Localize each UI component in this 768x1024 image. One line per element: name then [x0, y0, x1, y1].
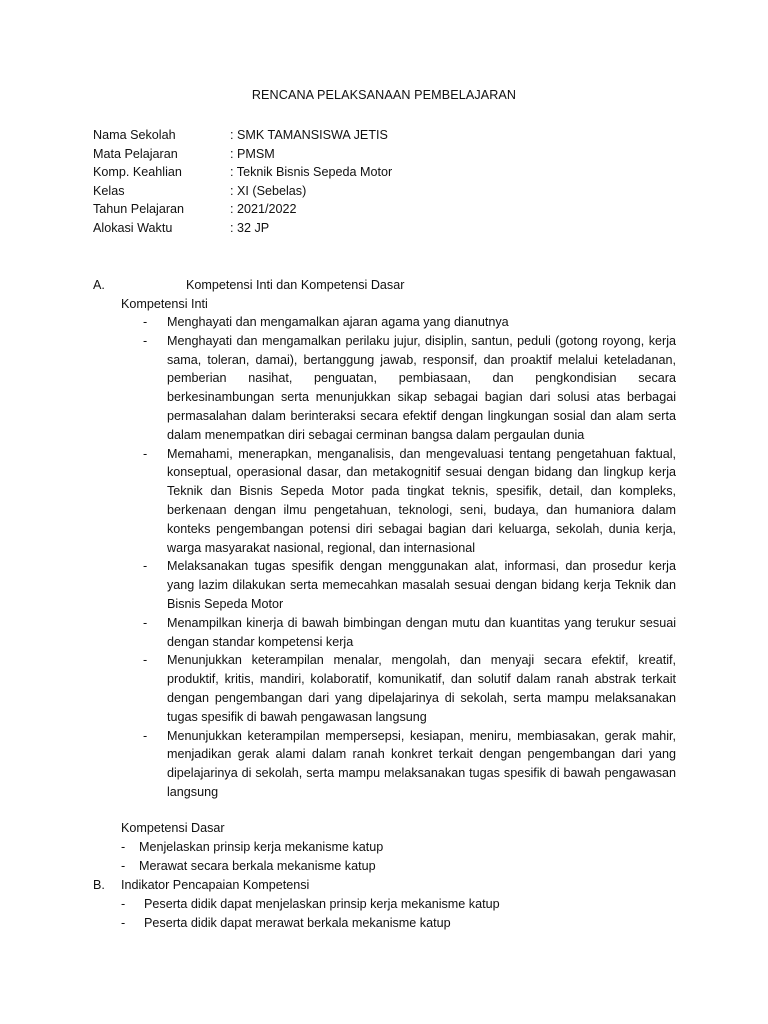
list-item [143, 557, 676, 613]
info-value: : PMSM [230, 146, 275, 161]
section-b-heading [93, 876, 309, 895]
info-row-year [93, 200, 392, 219]
list-item-text: Peserta didik dapat menjelaskan prinsip kerja mekanisme katup [144, 897, 500, 911]
info-label: Alokasi Waktu [93, 220, 173, 235]
list-item [121, 838, 383, 857]
dash-bullet: - [143, 446, 148, 461]
info-row-subject [93, 145, 392, 164]
info-label: Komp. Keahlian [93, 165, 182, 180]
section-letter: B. [93, 878, 105, 892]
dash-bullet: - [143, 333, 148, 348]
info-value: : XI (Sebelas) [230, 183, 307, 198]
info-label: Nama Sekolah [93, 128, 176, 142]
list-item [121, 895, 500, 914]
info-label: Mata Pelajaran [93, 146, 178, 161]
dash-bullet: - [143, 653, 148, 668]
info-row-school [93, 126, 392, 145]
ki-heading: Kompetensi Inti [121, 297, 208, 311]
list-item-text: Menunjukkan keterampilan menalar, mengolah, dan menyaji secara efektif, kreatif, produktif, kritis, mandiri, kolaboratif, komunikatif, dan solutif dalam ranah abstrak terkait dengan pengembangan dari yang dipelajarinya di sekolah, serta mampu melaksanakan tugas spesifik di bawah pengawasan langsung [167, 653, 676, 724]
ki-list [143, 313, 676, 802]
list-item-text: Menunjukkan keterampilan mempersepsi, kesiapan, meniru, membiasakan, gerak mahir, menjadikan gerak alami dalam ranah konkret terkait dengan pengembangan dari yang dipelajarinya di sekolah, serta mampu melaksanakan tugas spesifik di bawah pengawasan langsung [167, 728, 676, 799]
list-item [143, 614, 676, 652]
info-row-class [93, 182, 392, 201]
kd-heading: Kompetensi Dasar [121, 821, 225, 835]
section-title: Kompetensi Inti dan Kompetensi Dasar [186, 278, 405, 292]
dash-bullet: - [121, 858, 126, 873]
section-title: Indikator Pencapaian Kompetensi [121, 878, 310, 892]
list-item-text: Menjelaskan prinsip kerja mekanisme katup [139, 840, 384, 854]
dash-bullet: - [121, 840, 126, 854]
info-value: : Teknik Bisnis Sepeda Motor [230, 165, 393, 180]
section-letter: A. [93, 278, 105, 292]
info-value: : 2021/2022 [230, 202, 297, 217]
list-item-text: Menghayati dan mengamalkan perilaku jujur, disiplin, santun, peduli (gotong royong, kerja sama, toleran, damai), bertanggung jawab, responsif, dan proaktif melalui keteladanan, pemberian nasihat, penguatan, pembiasaan, dan pengkondisian secara berkesinambungan serta menunjukkan sikap sebagai bagian dari solusi atas berbagai permasalahan dalam berinteraksi secara efektif dengan lingkungan sosial dan alam serta dalam menempatkan diri sebagai cerminan bangsa dalam pergaulan dunia [167, 333, 676, 442]
identity-table [93, 126, 392, 238]
dash-bullet: - [143, 315, 148, 329]
list-item-text: Menghayati dan mengamalkan ajaran agama yang dianutnya [167, 315, 509, 329]
list-item [143, 727, 676, 802]
list-item [143, 651, 676, 726]
info-row-time [93, 219, 392, 238]
list-item [121, 857, 383, 876]
info-row-expertise [93, 163, 392, 182]
list-item [143, 445, 676, 558]
list-item [143, 332, 676, 445]
list-item-text: Peserta didik dapat merawat berkala mekanisme katup [144, 915, 451, 930]
info-value: : 32 JP [230, 220, 270, 235]
list-item [121, 914, 500, 933]
kd-list [121, 838, 383, 875]
section-a-heading [93, 276, 404, 295]
list-item-text: Memahami, menerapkan, menganalisis, dan mengevaluasi tentang pengetahuan faktual, konseptual, operasional dasar, dan metakognitif sesuai dengan bidang dan lingkup kerja Teknik dan Bisnis Sepeda Motor pada tingkat teknis, spesifik, detail, dan kompleks, berkenaan dengan ilmu pengetahuan, teknologi, seni, budaya, dan humaniora dalam konteks pengembangan potensi diri sebagai bagian dari keluarga, sekolah, dunia kerja, warga masyarakat nasional, regional, dan internasional [167, 446, 676, 555]
dash-bullet: - [143, 559, 148, 574]
dash-bullet: - [143, 728, 148, 743]
dash-bullet: - [121, 897, 126, 911]
list-item-text: Menampilkan kinerja di bawah bimbingan dengan mutu dan kuantitas yang terukur sesuai dengan standar kompetensi kerja [167, 615, 676, 649]
info-label: Kelas [93, 183, 125, 198]
list-item [143, 313, 676, 332]
dash-bullet: - [143, 615, 148, 630]
document-title: RENCANA PELAKSANAAN PEMBELAJARAN [251, 88, 517, 102]
list-item-text: Merawat secara berkala mekanisme katup [139, 858, 376, 873]
info-value: : SMK TAMANSISWA JETIS [230, 128, 388, 142]
indicator-list [121, 895, 500, 932]
dash-bullet: - [121, 915, 126, 930]
info-label: Tahun Pelajaran [93, 202, 185, 217]
list-item-text: Melaksanakan tugas spesifik dengan menggunakan alat, informasi, dan prosedur kerja yang lazim dilakukan serta memecahkan masalah sesuai dengan bidang kerja Teknik dan Bisnis Sepeda Motor [167, 559, 676, 611]
